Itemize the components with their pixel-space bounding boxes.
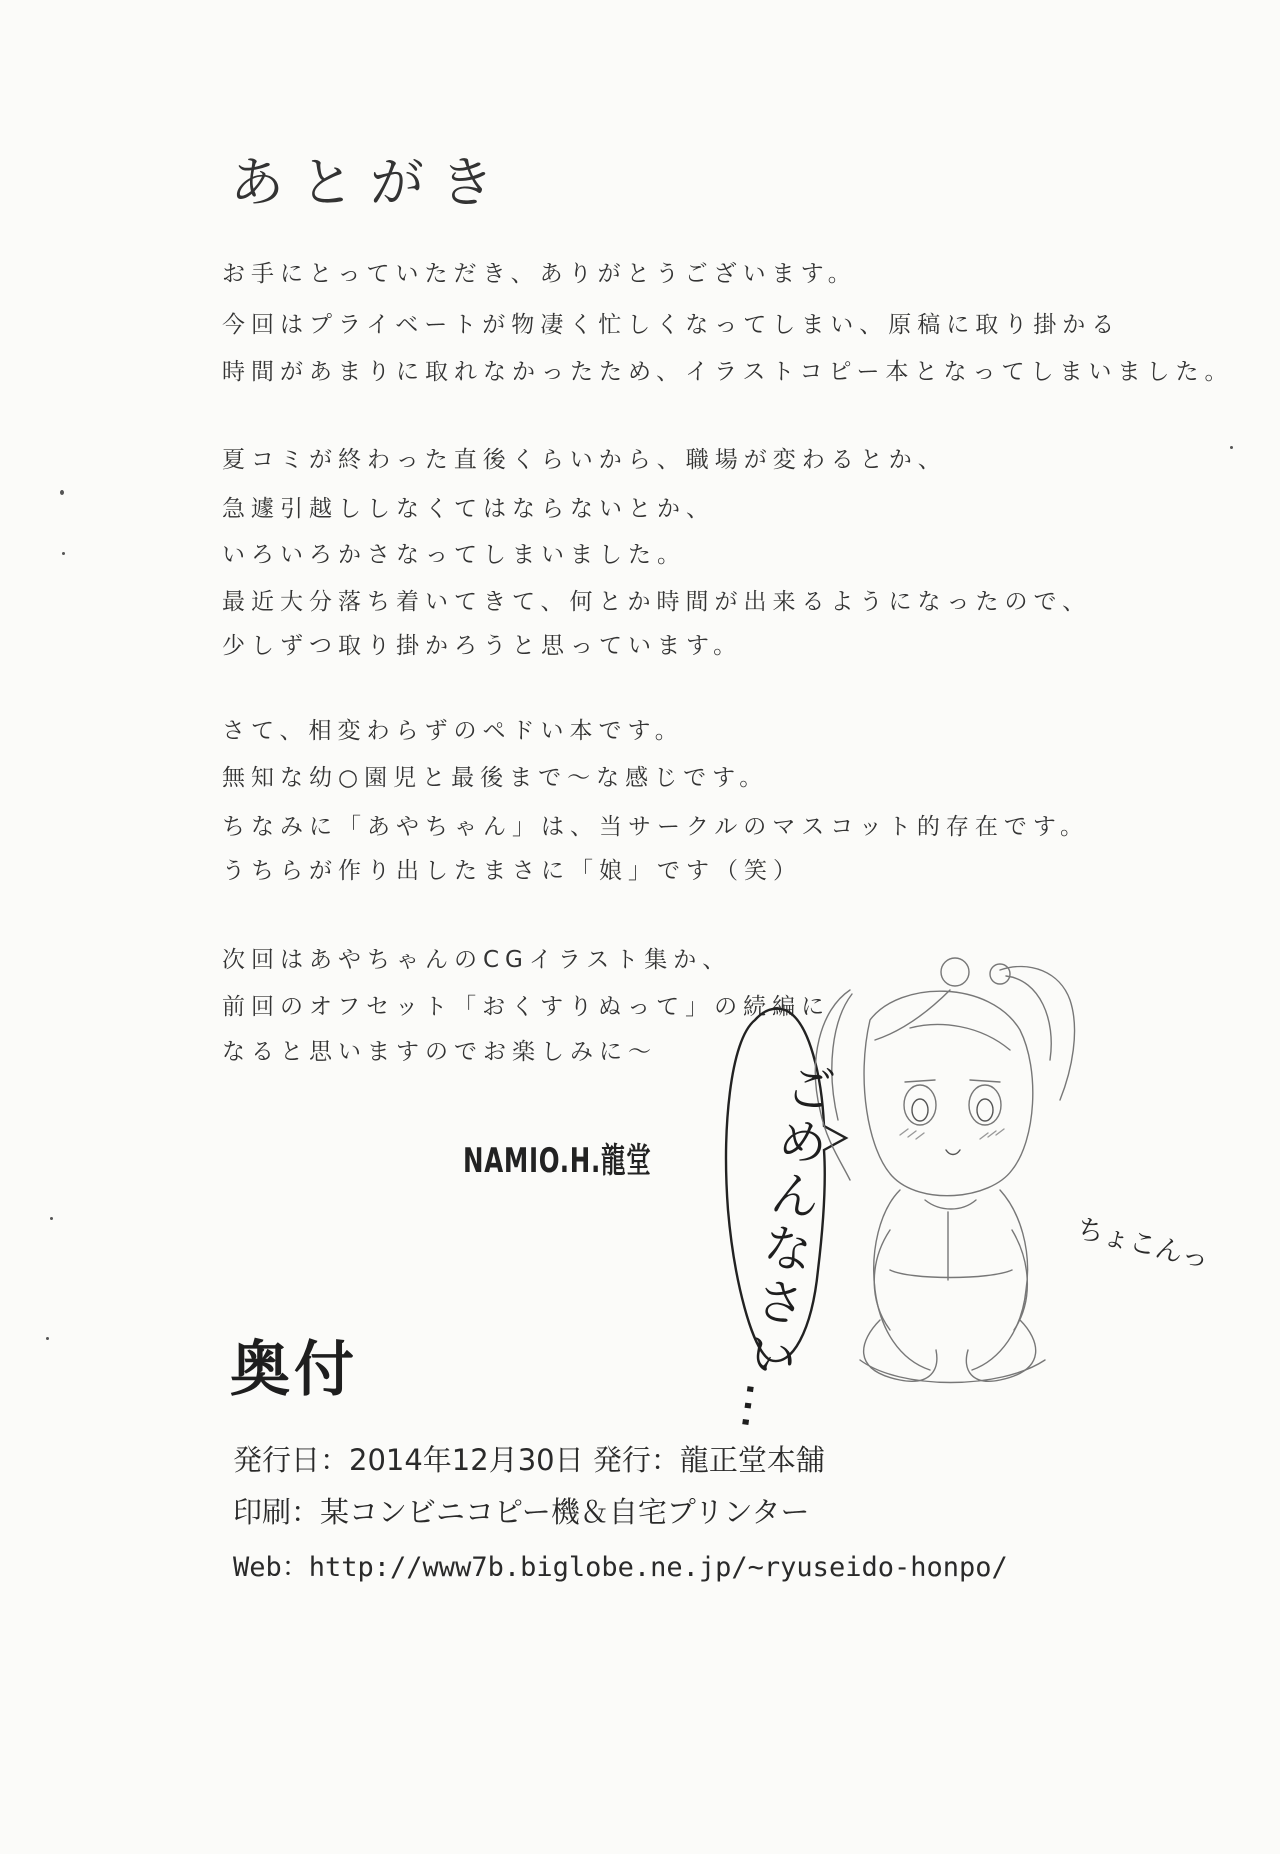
scan-speck [60, 490, 64, 495]
colophon-issue-line: 発行日：2014年12月30日 発行：龍正堂本舗 [233, 1443, 825, 1477]
afterword-line: 最近大分落ち着いてきて、何とか時間が出来るようになったので、 [222, 589, 1092, 615]
afterword-title: あとがき [230, 151, 510, 214]
afterword-line: さて、相変わらずのペドい本です。 [222, 718, 684, 744]
scan-speck [62, 552, 65, 555]
speech-bubble-text: ごめんなさい… [728, 1057, 840, 1441]
colophon-print-line: 印刷：某コンビニコピー機＆自宅プリンター [233, 1495, 810, 1529]
scan-speck [50, 1217, 53, 1220]
author-signature: NAMIO.H.龍堂 [463, 1141, 652, 1181]
afterword-line: 今回はプライベートが物凄く忙しくなってしまい、原稿に取り掛かる [222, 312, 1121, 338]
afterword-line: お手にとっていただき、ありがとうございます。 [222, 261, 857, 287]
afterword-line: 少しずつ取り掛かろうと思っています。 [222, 633, 743, 659]
colophon-web-line: Web：http://www7b.biglobe.ne.jp/~ryuseido-honpo/ [233, 1552, 1008, 1583]
afterword-line: 時間があまりに取れなかったため、イラストコピー本となってしまいました。 [222, 359, 1234, 385]
afterword-line: 次回はあやちゃんのCGイラスト集か、 [222, 947, 732, 973]
afterword-line: 無知な幼○園児と最後まで～な感じです。 [222, 765, 769, 791]
scan-speck [1230, 446, 1233, 449]
afterword-line: 急遽引越ししなくてはならないとか、 [222, 496, 715, 522]
afterword-line: うちらが作り出したまさに「娘」です（笑） [222, 858, 802, 884]
sound-effect-text: ちょこんっ [1073, 1213, 1213, 1276]
scan-speck [46, 1337, 49, 1340]
character-sketch [815, 958, 1074, 1383]
colophon-title: 奥付 [230, 1335, 358, 1405]
afterword-line: 夏コミが終わった直後くらいから、職場が変わるとか、 [222, 447, 947, 473]
afterword-line: ちなみに「あやちゃん」は、当サークルのマスコット的存在です。 [222, 814, 1090, 840]
afterword-line: 前回のオフセット「おくすりぬって」の続編に [222, 994, 831, 1020]
afterword-line: なると思いますのでお楽しみに～ [222, 1039, 657, 1065]
afterword-line: いろいろかさなってしまいました。 [222, 542, 686, 568]
